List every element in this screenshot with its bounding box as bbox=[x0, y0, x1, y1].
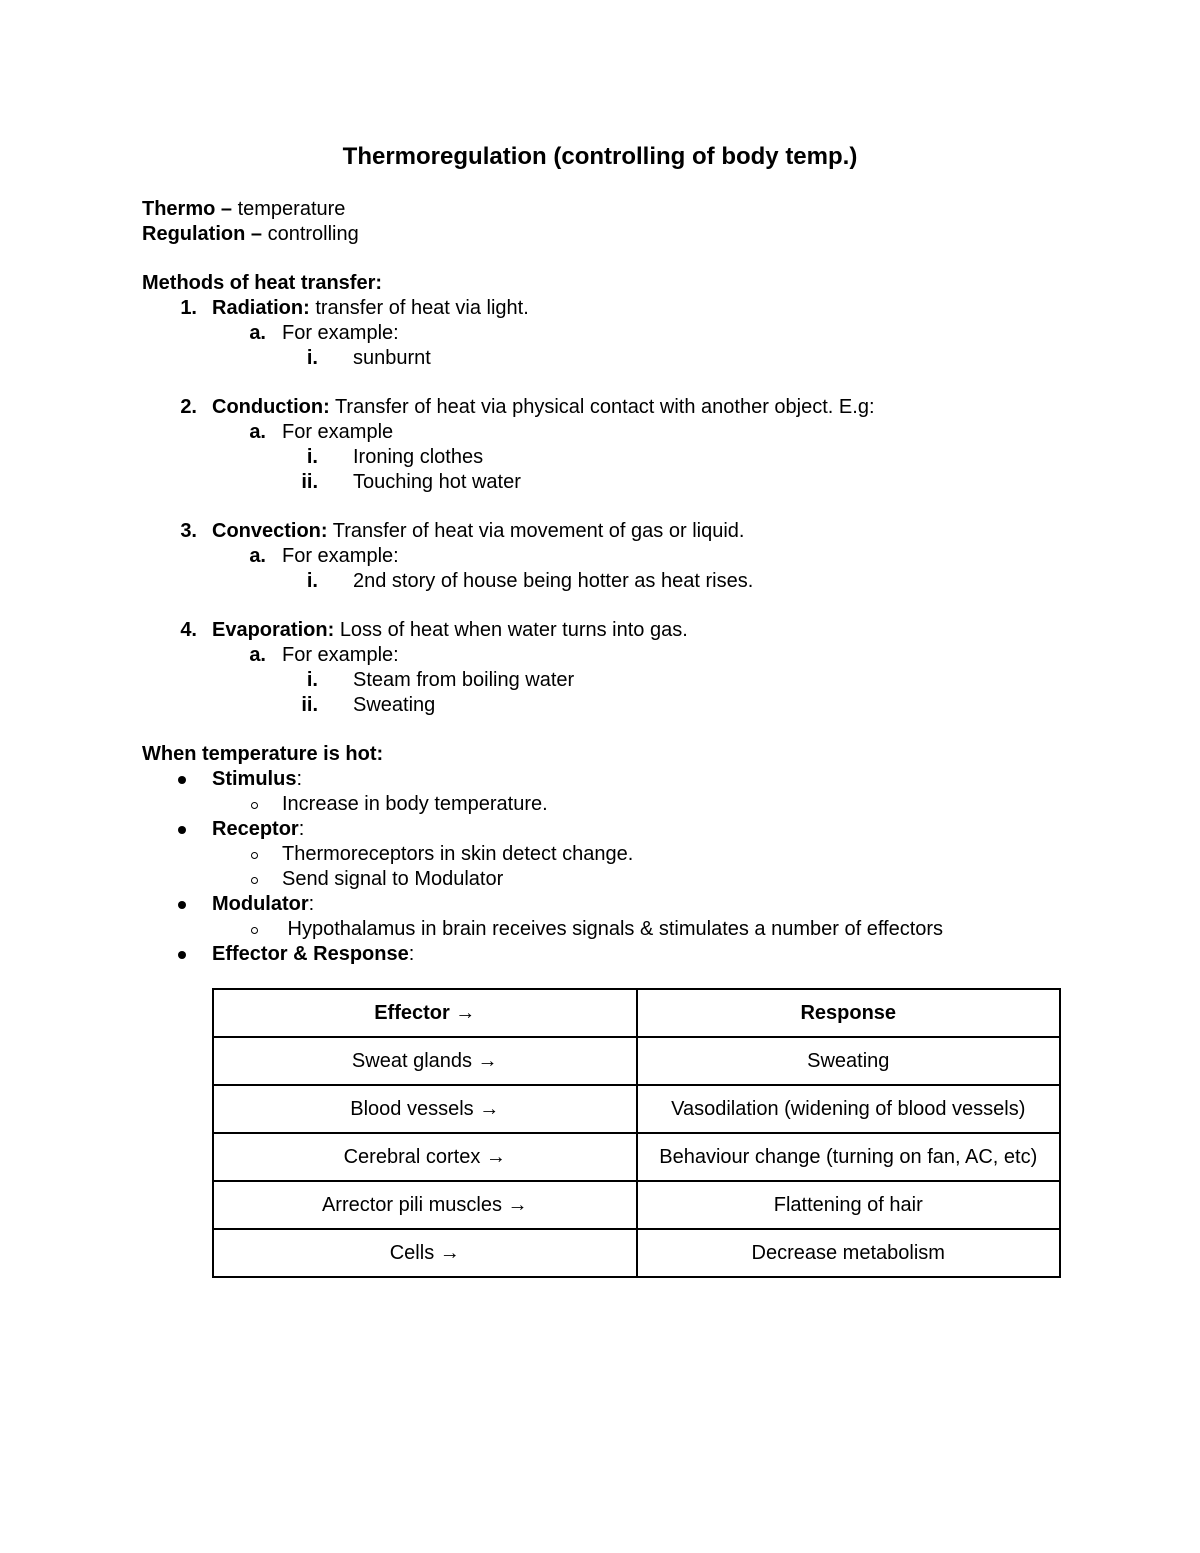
hot-term: Modulator bbox=[212, 893, 309, 915]
table-cell-effector: Cerebral cortex → bbox=[213, 1133, 637, 1181]
example-text: 2nd story of house being hotter as heat rises. bbox=[353, 570, 754, 592]
table-row bbox=[213, 1229, 1060, 1277]
example-roman: ii. bbox=[301, 694, 318, 716]
hot-term: Stimulus bbox=[212, 768, 297, 790]
table-row bbox=[213, 1181, 1060, 1229]
definition-meaning: controlling bbox=[267, 223, 359, 245]
table-header-row bbox=[213, 989, 1060, 1037]
example-text: Sweating bbox=[353, 694, 436, 716]
table-row bbox=[213, 1085, 1060, 1133]
method-example bbox=[142, 470, 1042, 495]
method-number: 2. bbox=[180, 396, 197, 418]
sub-letter: a. bbox=[249, 421, 266, 443]
sub-text: For example: bbox=[282, 545, 399, 567]
method-number: 4. bbox=[180, 619, 197, 641]
method-text: Transfer of heat via movement of gas or liquid. bbox=[332, 520, 745, 542]
method-number: 3. bbox=[180, 520, 197, 542]
definition-term: Thermo – bbox=[142, 198, 233, 220]
sub-letter: a. bbox=[249, 644, 266, 666]
example-roman: i. bbox=[306, 347, 318, 369]
circle-bullet-icon bbox=[251, 802, 258, 809]
sub-text: For example bbox=[282, 421, 394, 443]
method-text: transfer of heat via light. bbox=[315, 297, 529, 319]
method-example bbox=[142, 569, 1042, 594]
method-term: Convection: bbox=[212, 520, 328, 542]
hot-sub-item bbox=[142, 842, 1042, 867]
methods-heading: Methods of heat transfer: bbox=[142, 272, 383, 294]
page-title: Thermoregulation (controlling of body temp.) bbox=[342, 143, 858, 170]
definition-thermo bbox=[142, 197, 345, 222]
method-example bbox=[142, 445, 1042, 470]
hot-term: Receptor bbox=[212, 818, 299, 840]
definition-term: Regulation – bbox=[142, 223, 263, 245]
definition-regulation bbox=[142, 222, 359, 247]
example-roman: i. bbox=[306, 570, 318, 592]
hot-item bbox=[142, 767, 1042, 792]
example-text: Steam from boiling water bbox=[353, 669, 575, 691]
method-example bbox=[142, 693, 1042, 718]
hot-term: Effector & Response bbox=[212, 943, 409, 965]
method-sub-item bbox=[142, 420, 1042, 445]
table-cell-response: Sweating bbox=[637, 1037, 1061, 1085]
table-row bbox=[213, 1037, 1060, 1085]
definition-meaning: temperature bbox=[237, 198, 346, 220]
table-cell-effector: Blood vessels → bbox=[213, 1085, 637, 1133]
example-text: Touching hot water bbox=[353, 471, 521, 493]
hot-colon: : bbox=[298, 818, 305, 840]
bullet-icon bbox=[178, 951, 186, 959]
sub-letter: a. bbox=[249, 545, 266, 567]
table-cell-response: Decrease metabolism bbox=[637, 1229, 1061, 1277]
hot-sub-text: Hypothalamus in brain receives signals & stimulates a number of effectors bbox=[282, 918, 944, 940]
example-text: Ironing clothes bbox=[353, 446, 484, 468]
circle-bullet-icon bbox=[251, 927, 258, 934]
hot-sub-text: Send signal to Modulator bbox=[282, 868, 504, 890]
hot-sub-text: Thermoreceptors in skin detect change. bbox=[282, 843, 634, 865]
example-text: sunburnt bbox=[353, 347, 431, 369]
example-roman: i. bbox=[306, 446, 318, 468]
hot-colon: : bbox=[296, 768, 303, 790]
method-sub-item bbox=[142, 643, 1042, 668]
method-item bbox=[142, 519, 1042, 544]
hot-colon: : bbox=[308, 893, 315, 915]
table-cell-effector: Arrector pili muscles → bbox=[213, 1181, 637, 1229]
sub-letter: a. bbox=[249, 322, 266, 344]
table-header-cell: Effector → bbox=[213, 989, 637, 1037]
method-item bbox=[142, 296, 1042, 321]
bullet-icon bbox=[178, 901, 186, 909]
hot-sub-item bbox=[142, 917, 1042, 942]
method-number: 1. bbox=[180, 297, 197, 319]
sub-text: For example: bbox=[282, 322, 399, 344]
hot-sub-text: Increase in body temperature. bbox=[282, 793, 548, 815]
method-example bbox=[142, 346, 1042, 371]
hot-item bbox=[142, 892, 1042, 917]
table-cell-response: Flattening of hair bbox=[637, 1181, 1061, 1229]
bullet-icon bbox=[178, 776, 186, 784]
method-term: Conduction: bbox=[212, 396, 330, 418]
hot-heading: When temperature is hot: bbox=[142, 743, 384, 765]
circle-bullet-icon bbox=[251, 852, 258, 859]
table-header-cell: Response bbox=[637, 989, 1061, 1037]
hot-sub-item bbox=[142, 867, 1042, 892]
table-row bbox=[213, 1133, 1060, 1181]
hot-item bbox=[142, 942, 1042, 967]
example-roman: i. bbox=[306, 669, 318, 691]
method-sub-item bbox=[142, 321, 1042, 346]
method-text: Transfer of heat via physical contact with another object. E.g: bbox=[334, 396, 875, 418]
bullet-icon bbox=[178, 826, 186, 834]
table-cell-response: Behaviour change (turning on fan, AC, etc) bbox=[637, 1133, 1061, 1181]
method-item bbox=[142, 395, 1042, 420]
hot-sub-item bbox=[142, 792, 1042, 817]
table-cell-effector: Cells → bbox=[213, 1229, 637, 1277]
table-cell-response: Vasodilation (widening of blood vessels) bbox=[637, 1085, 1061, 1133]
hot-item bbox=[142, 817, 1042, 842]
method-item bbox=[142, 618, 1042, 643]
method-text: Loss of heat when water turns into gas. bbox=[339, 619, 688, 641]
method-example bbox=[142, 668, 1042, 693]
sub-text: For example: bbox=[282, 644, 399, 666]
example-roman: ii. bbox=[301, 471, 318, 493]
method-term: Radiation: bbox=[212, 297, 310, 319]
method-sub-item bbox=[142, 544, 1042, 569]
effector-response-table bbox=[212, 988, 1061, 1278]
method-term: Evaporation: bbox=[212, 619, 335, 641]
hot-colon: : bbox=[408, 943, 415, 965]
table-cell-effector: Sweat glands → bbox=[213, 1037, 637, 1085]
circle-bullet-icon bbox=[251, 877, 258, 884]
